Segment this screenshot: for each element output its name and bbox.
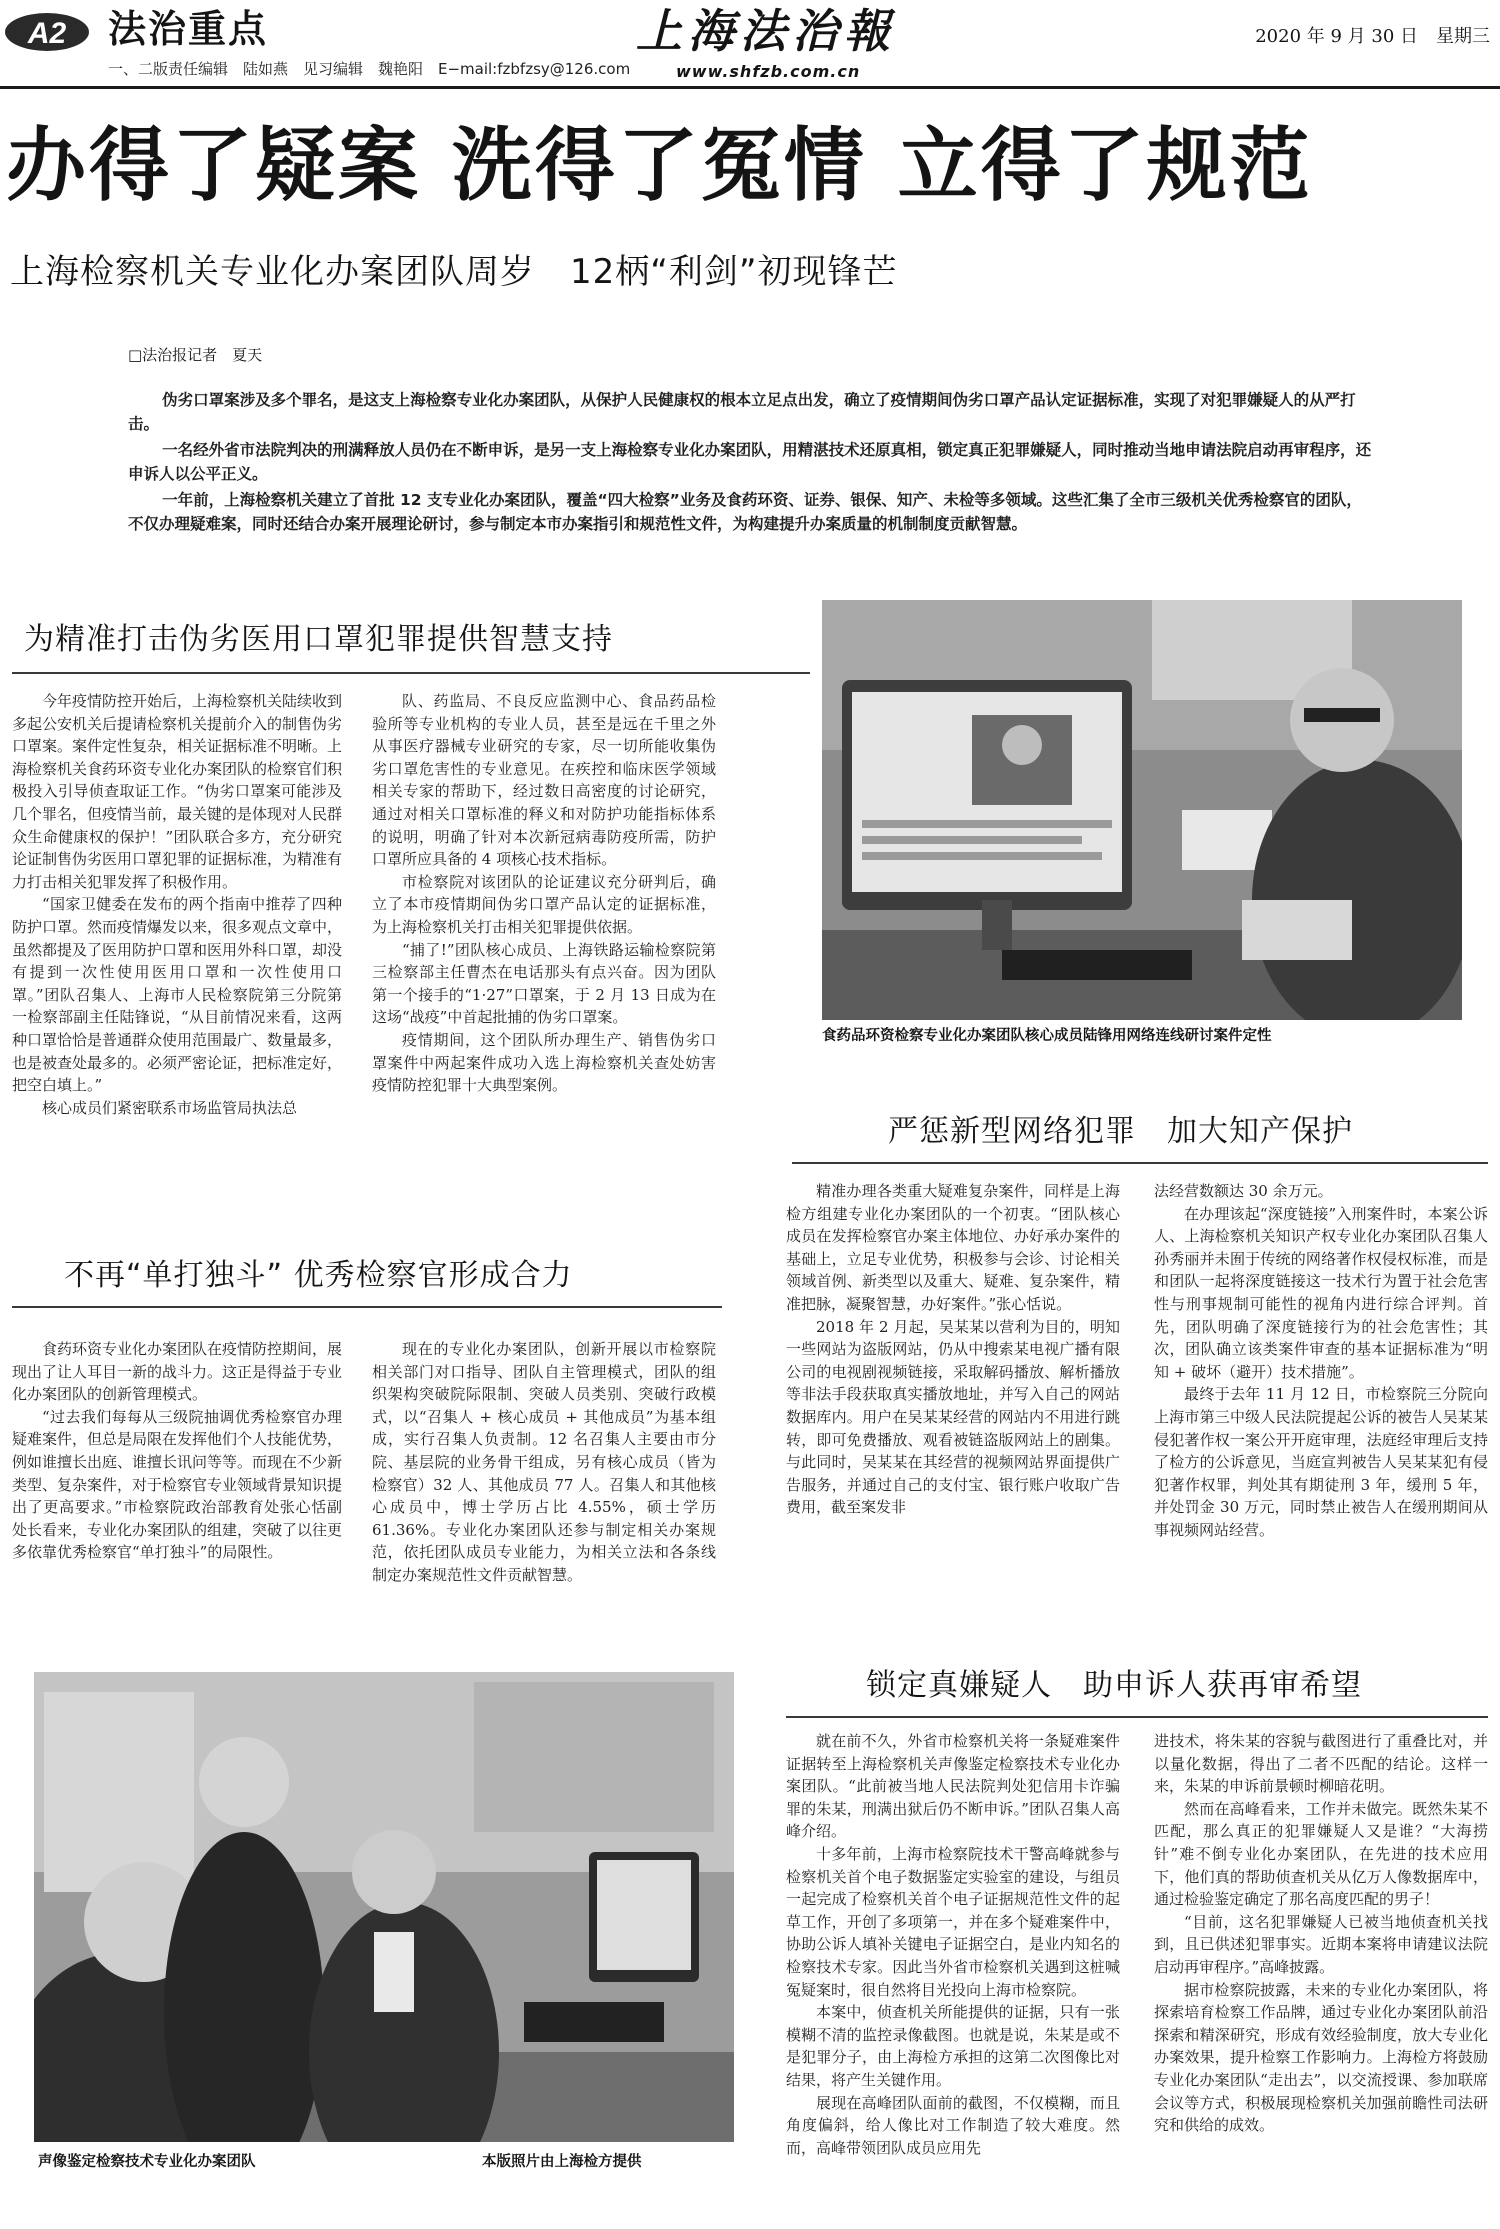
- section-heading-masks: 为精准打击伪劣医用口罩犯罪提供智慧支持: [24, 622, 613, 657]
- sub-headline: 上海检察机关专业化办案团队周岁 12柄“利剑”初现锋芒: [10, 252, 898, 292]
- header-rule: [0, 86, 1500, 89]
- paragraph: “目前，这名犯罪嫌疑人已被当地侦查机关找到，且已供述犯罪事实。近期本案将申请建议法院启动再审程序。”高峰披露。: [1154, 1912, 1488, 1976]
- section-rule: [786, 1716, 1488, 1718]
- section-heading-teamwork: 不再“单打独斗” 优秀检察官形成合力: [64, 1258, 573, 1293]
- paragraph: 食药环资专业化办案团队在疫情防控期间，展现出了让人耳目一新的战斗力。这正是得益于专业化办案团队的创新管理模式。: [12, 1340, 343, 1404]
- paragraph: 现在的专业化办案团队，创新开展以市检察院相关部门对口指导、团队自主管理模式，团队的组织架构突破院际限制、突破人员类别、突破行政模式，以“召集人 + 核心成员 + 其他成员”为基本组成，实行召集人负责制。12 名召集人主要由市分院、基层院的业务骨干组成，另有核心成员（皆为检察官）32 人、其他成员 77 人。召集人和其他核心成员中，博士学历占比 4.55%，硕士学历 61.36%。专业化办案团队还参与制定相关办案规范，依托团队成员专业能力，为相关立法和各条线制定办案规范性文件贡献智慧。: [372, 1340, 716, 1584]
- section2-column-1: [12, 1338, 342, 1564]
- section-rule: [12, 1306, 722, 1308]
- section-rule: [792, 1162, 1488, 1164]
- paragraph: 然而在高峰看来，工作并未做完。既然朱某不匹配，那么真正的犯罪嫌疑人又是谁？“大海捞针”难不倒专业化办案团队，在先进的技术应用下，他们真的帮助侦查机关从亿万人像数据库中，通过检验鉴定确定了那名高度匹配的男子！: [1154, 1799, 1488, 1909]
- section3-column-2: [1154, 1180, 1488, 1542]
- byline: □法治报记者 夏天: [128, 346, 263, 364]
- lead-paragraphs: [128, 388, 1374, 538]
- paragraph: 市检察院对该团队的论证建议充分研判后，确立了本市疫情期间伪劣口罩产品认定的证据标准，为上海检察机关打击相关犯罪提供依据。: [372, 872, 716, 936]
- lead-paragraph: 伪劣口罩案涉及多个罪名，是这支上海检察专业化办案团队，从保护人民健康权的根本立足点出发，确立了疫情期间伪劣口罩产品认定证据标准，实现了对犯罪嫌疑人的从严打击。: [128, 391, 1356, 433]
- section-title: 法治重点: [108, 7, 269, 51]
- paragraph: “捕了!”团队核心成员、上海铁路运输检察院第三检察部主任曹杰在电话那头有点兴奋。因为团队第一个接手的“1·27”口罩案，于 2 月 13 日成为在这场“战疫”中首起批捕的伪劣口罩案。: [372, 940, 716, 1027]
- photo-credit: 本版照片由上海检方提供: [482, 2154, 642, 2170]
- paper-logo: 上海法治報: [636, 4, 896, 58]
- paragraph: “国家卫健委在发布的两个指南中推荐了四种防护口罩。然而疫情爆发以来，很多观点文章中，虽然都提及了医用防护口罩和医用外科口罩，却没有提到一次性使用医用口罩和一次性使用口罩。”团队召集人、上海市人民检察院第三分院第一检察部副主任陆锋说，“从目前情况来看，这两种口罩恰恰是普通群众使用范围最广、数量最多，也是被查处最多的。必须严密论证，把标准定好，把空白填上。”: [12, 895, 343, 1095]
- paragraph: 展现在高峰团队面前的截图，不仅模糊，而且角度偏斜，给人像比对工作制造了较大难度。然而，高峰带领团队成员应用先: [786, 2093, 1120, 2157]
- paragraph: 据市检察院披露，未来的专业化办案团队，将探索培育检察工作品牌，通过专业化办案团队前沿探索和精深研究，形成有效经验制度，放大专业化办案效果，提升检察工作影响力。上海检方将鼓励专业化办案团队“走出去”，以交流授课、参加联席会议等方式，积极展现检察机关加强前瞻性司法研究和供给的成效。: [1154, 1980, 1488, 2135]
- section-rule: [12, 672, 810, 674]
- section1-column-1: [12, 690, 342, 1119]
- paragraph: 核心成员们紧密联系市场监管局执法总: [42, 1098, 298, 1117]
- paragraph: 最终于去年 11 月 12 日，市检察院三分院向上海市第三中级人民法院提起公诉的被告人吴某某侵犯著作权一案公开开庭审理，法庭经审理后支持了检方的公诉意见，当庭宣判被告人吴某某犯有侵犯著作权罪，判处其有期徒刑 3 年，缓刑 5 年，并处罚金 30 万元，同时禁止被告人在缓刑期间从事视频网站经营。: [1154, 1385, 1488, 1539]
- paragraph: 2018 年 2 月起，吴某某以营利为目的，明知一些网站为盗版网站，仍从中搜索某电视广播有限公司的电视剧视频链接，采取解码播放、解析播放等非法手段获取真实播放地址，并写入自己的网站数据库内。用户在吴某某经营的网站内不用进行跳转，即可免费播放、观看被链盗版网站上的剧集。与此同时，吴某某在其经营的视频网站界面提供广告服务，并通过自己的支付宝、银行账户收取广告费用，截至案发非: [786, 1317, 1120, 1517]
- paragraph: 精准办理各类重大疑难复杂案件，同样是上海检方组建专业化办案团队的一个初衷。“团队核心成员在发挥检察官办案主体地位、办好承办案件的基础上，立足专业优势，积极参与会诊、讨论相关领域首例、新类型以及重大、疑难、复杂案件，精准把脉，凝聚智慧，办好案件。”张心恬说。: [786, 1182, 1120, 1313]
- section-heading-retrial: 锁定真嫌疑人 助申诉人获再审希望: [866, 1668, 1362, 1703]
- section-heading-cybercrime: 严惩新型网络犯罪 加大知产保护: [888, 1114, 1353, 1149]
- photo1-caption: 食药品环资检察专业化办案团队核心成员陆锋用网络连线研讨案件定性: [822, 1028, 1272, 1044]
- issue-date: 2020 年 9 月 30 日 星期三: [1255, 26, 1490, 47]
- section2-column-2: [372, 1338, 716, 1587]
- section4-column-1: [786, 1730, 1120, 2159]
- paragraph: 进技术，将朱某的容貌与截图进行了重叠比对，并以量化数据，得出了二者不匹配的结论。这样一来，朱某的申诉前景顿时柳暗花明。: [1154, 1732, 1488, 1796]
- page-number-badge: [4, 6, 90, 52]
- paragraph: 疫情期间，这个团队所办理生产、销售伪劣口罩案件中两起案件成功入选上海检察机关查处妨害疫情防控犯罪十大典型案例。: [372, 1030, 716, 1095]
- main-headline: 办得了疑案 洗得了冤情 立得了规范: [6, 119, 1313, 212]
- paper-url: www.shfzb.com.cn: [676, 62, 861, 81]
- page-number: A2: [27, 17, 67, 50]
- paragraph: 在办理该起“深度链接”入刑案件时，本案公诉人、上海检察机关知识产权专业化办案团队召集人孙秀丽并未囿于传统的网络著作权侵权标准，而是和团队一起将深度链接这一技术行为置于社会危害性与刑事规制可能性的视角内进行综合评判。首先，团队明确了深度链接行为的社会危害性；其次，团队确立该类案件审查的基本证据标准为“明知 + 破坏（避开）技术措施”。: [1154, 1204, 1488, 1381]
- editors-line: 一、二版责任编辑 陆如燕 见习编辑 魏艳阳 E−mail:fzbfzsy@126.com: [108, 60, 631, 78]
- paragraph: 队、药监局、不良反应监测中心、食品药品检验所等专业机构的专业人员，甚至是远在千里之外从事医疗器械专业研究的专家，尽一切所能收集伪劣口罩危害性的专业意见。在疾控和临床医学领域相关专家的帮助下，经过数日高密度的讨论研究，通过对相关口罩标准的释义和对防护功能指标体系的说明，明确了针对本次新冠病毒防疫所需，防护口罩所应具备的 4 项核心技术指标。: [372, 692, 716, 869]
- lead-paragraph: 一年前，上海检察机关建立了首批 12 支专业化办案团队，覆盖“四大检察”业务及食药环资、证券、银保、知产、未检等多领域。这些汇集了全市三级机关优秀检察官的团队，不仅办理疑难案，同时还结合办案开展理论研讨，参与制定本市办案指引和规范性文件，为构建提升办案质量的机制制度贡献智慧。: [128, 491, 1362, 533]
- paragraph: “过去我们每每从三级院抽调优秀检察官办理疑难案件，但总是局限在发挥他们个人技能优势，例如谁擅长出庭、谁擅长讯问等等。而现在不少新类型、复杂案件，对于检察官专业领域背景知识提出了更高要求。”市检察院政治部教育处张心恬副处长看来，专业化办案团队的组建，突破了以往更多依靠优秀检察官“单打独斗”的局限性。: [12, 1407, 343, 1562]
- paragraph: 本案中，侦查机关所能提供的证据，只有一张模糊不清的监控录像截图。也就是说，朱某是或不是犯罪分子，由上海检方承担的这第二次图像比对结果，将产生关键作用。: [786, 2003, 1120, 2089]
- paragraph: 法经营数额达 30 余万元。: [1154, 1182, 1333, 1200]
- photo2-caption: 声像鉴定检察技术专业化办案团队: [38, 2154, 256, 2170]
- paragraph: 十多年前，上海市检察院技术干警高峰就参与检察机关首个电子数据鉴定实验室的建设，与组员一起完成了检察机关首个电子证据规范性文件的起草工作，开创了多项第一，并在多个疑难案件中，协助公诉人填补关键电子证据空白，是业内知名的检察技术专家。因此当外省市检察机关遇到这桩喊冤疑案时，很自然将目光投向上海市检察院。: [786, 1844, 1120, 1999]
- lead-paragraph: 一名经外省市法院判决的刑满释放人员仍在不断申诉，是另一支上海检察专业化办案团队，用精湛技术还原真相，锁定真正犯罪嫌疑人，同时推动当地申请法院启动再审程序，还申诉人以公平正义。: [128, 441, 1372, 483]
- photo-forensics-team: [34, 1672, 734, 2142]
- section4-column-2: [1154, 1730, 1488, 2137]
- photo-video-conference: [822, 600, 1462, 1020]
- paragraph: 今年疫情防控开始后，上海检察机关陆续收到多起公安机关后提请检察机关提前介入的制售伪劣口罩案。案件定性复杂，相关证据标准不明晰。上海检察机关食药环资专业化办案团队的检察官们积极投入引导侦查取证工作。“伪劣口罩案可能涉及几个罪名，但疫情当前，最关键的是体现对人民群众生命健康权的保护！”团队联合多方，充分研究论证制售伪劣医用口罩犯罪的证据标准，为精准有力打击相关犯罪发挥了积极作用。: [12, 692, 343, 891]
- paragraph: 就在前不久，外省市检察机关将一条疑难案件证据转至上海检察机关声像鉴定检察技术专业化办案团队。“此前被当地人民法院判处犯信用卡诈骗罪的朱某，刑满出狱后仍不断申诉。”团队召集人高峰介绍。: [786, 1732, 1120, 1841]
- section1-column-2: [372, 690, 716, 1097]
- section3-column-1: [786, 1180, 1120, 1519]
